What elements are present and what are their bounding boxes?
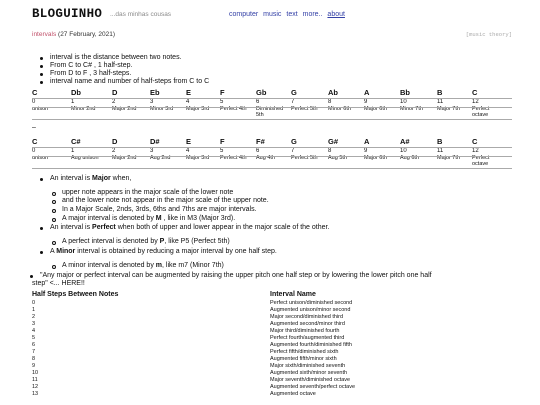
note-cell: Gb [256,88,267,97]
halfstep-cell: 4 [186,148,190,154]
table-cell-interval-name: Augmented second/minor third [270,321,345,327]
halfstep-cell: 11 [437,148,444,154]
note-cell: D# [150,137,160,146]
sub-list-item: upper note appears in the major scale of the lower note [62,189,234,196]
nav-link-more[interactable]: more.. [302,10,323,18]
table-cell-interval-name: Augmented seventh/perfect octave [270,384,355,390]
table-cell-halfsteps: 2 [32,314,36,320]
table-cell-interval-name: Perfect fifth/diminished sixth [270,349,339,355]
site-header [32,7,512,21]
halfstep-cell: 0 [32,99,36,105]
table-cell-interval-name: Augmented octave [270,391,316,397]
table-cell-halfsteps: 1 [32,307,36,313]
interval-cell: Major 6th [364,155,387,161]
interval-cell: Aug 5th [328,155,347,161]
interval-cell: Minor 6th [328,106,351,112]
halfstep-cell: 10 [400,99,407,105]
interval-cell: Major 7th [437,155,460,161]
text: , like m7 (Minor 7th) [162,262,224,269]
note-cell: D [112,137,118,146]
sub-list-item: A major interval is denoted by M , like in M3 (Major 3rd). [62,215,236,222]
interval-cell: Major 3rd [186,155,210,161]
sub-list-item [62,262,224,270]
list-item: From D to F , 3 half-steps. [50,70,132,77]
text: A [50,248,57,255]
note-cell: C [32,88,38,97]
note-cell: E [186,88,192,97]
interval-cell: Minor 7th [400,106,423,112]
table-cell-halfsteps: 5 [32,335,36,341]
nav-link-music[interactable]: music [263,10,282,18]
note-cell: G [291,88,297,97]
table-cell-halfsteps: 3 [32,321,36,327]
interval-cell: Minor 3rd [150,106,174,112]
interval-cell: Major 7th [437,106,460,112]
note-cell: D [112,88,118,97]
text: An interval is [50,224,93,231]
nav-link-about[interactable]: about [327,10,345,18]
interval-cell: Aug 4th [256,155,275,161]
text: An interval is [50,175,93,182]
table-cell-interval-name: Augmented fourth/diminished fifth [270,342,352,348]
halfstep-cell: 4 [186,99,190,105]
divider [32,119,512,120]
list-item: From C to C# , 1 half-step. [50,62,133,69]
note-cell: Eb [150,88,160,97]
table-cell-halfsteps: 10 [32,370,39,376]
halfstep-cell: 11 [437,99,444,105]
interval-cell: unison [32,106,49,112]
site-logo[interactable]: BLOGUINHO [32,7,103,21]
table-cell-interval-name: Major third/diminished fourth [270,328,340,334]
note-cell: A [364,88,370,97]
text: when, [110,175,132,182]
symbol-m: m [155,262,163,269]
top-nav [229,11,348,18]
note-cell: Bb [400,88,410,97]
halfstep-cell: 9 [364,148,368,154]
halfstep-cell: 5 [220,148,224,154]
halfstep-cell: 10 [400,148,407,154]
text: A minor interval is denoted by [62,262,156,269]
halfstep-cell: 12 [472,99,479,105]
halfstep-cell: 3 [150,148,154,154]
interval-cell: unison [32,155,49,161]
divider [32,168,512,169]
separator-dash: – [32,124,36,131]
halfstep-cell: 8 [328,99,332,105]
halfstep-cell: 2 [112,148,116,154]
interval-cell: Major 6th [364,106,387,112]
halfstep-cell: 0 [32,148,36,154]
table-cell-interval-name: Major seventh/diminished octave [270,377,351,383]
nav-link-computer[interactable]: computer [229,10,259,18]
note-cell: B [437,137,443,146]
table-cell-halfsteps: 8 [32,356,36,362]
note-cell: A# [400,137,410,146]
list-item: interval name and number of half-steps from C to C [50,78,210,85]
post-date: (27 February, 2021) [58,31,115,38]
table-cell-halfsteps: 11 [32,377,38,383]
text: , like P5 (Perfect 5th) [164,238,230,245]
term-minor: Minor [56,248,76,255]
note-cell: B [437,88,443,97]
sub-list-item: In a Major Scale, 2nds, 3rds, 6ths and 7ths are major intervals. [62,206,257,213]
text: when both of upper and lower appear in the major scale of the other. [115,224,330,231]
note-cell: E [186,137,192,146]
interval-name-column-header: Interval Name [270,291,316,298]
interval-cell: Major 2nd [112,106,137,112]
interval-cell: Aug 2nd [150,155,171,161]
divider [32,147,512,148]
table-cell-interval-name: Perfect fourth/augmented third [270,335,345,341]
note-cell: C [472,137,478,146]
halfstep-cell: 9 [364,99,368,105]
table-cell-interval-name: Augmented sixth/minor seventh [270,370,348,376]
table-cell-halfsteps: 6 [32,342,36,348]
sub-list-item: and the lower note not appear in the major scale of the upper note. [62,197,269,204]
table-cell-halfsteps: 7 [32,349,36,355]
table-cell-interval-name: Major second/diminished third [270,314,344,320]
note-cell: Ab [328,88,338,97]
table-cell-interval-name: Major sixth/diminished seventh [270,363,346,369]
note-cell: G# [328,137,339,146]
halfstep-cell: 12 [472,148,479,154]
interval-cell: Aug unison [71,155,99,161]
table-cell-halfsteps: 4 [32,328,36,334]
interval-cell: Minor 2nd [71,106,96,112]
list-item: interval is the distance between two notes. [50,54,182,61]
table-cell-halfsteps: 0 [32,300,36,306]
table-cell-halfsteps: 9 [32,363,36,369]
divider [32,98,512,99]
note-cell: A [364,137,370,146]
post-tag[interactable]: intervals [32,31,57,38]
interval-cell: Perfect octave [472,155,490,167]
table-cell-halfsteps: 13 [32,391,39,397]
note-cell: C# [71,137,81,146]
sub-list-item [62,238,230,246]
table-cell-interval-name: Augmented fifth/minor sixth [270,356,337,362]
halfstep-cell: 1 [71,148,75,154]
list-item-minor [50,248,277,256]
post-meta [32,31,512,38]
term-major: Major [92,175,111,182]
halfstep-cell: 1 [71,99,75,105]
divider [32,107,512,108]
interval-cell: Perfect octave [472,106,490,118]
list-item-major [50,175,131,183]
list-item-perfect [50,224,329,232]
table-cell-interval-name: Augmented unison/minor second [270,307,351,313]
interval-cell: Aug 6th [400,155,419,161]
halfsteps-column-header: Half Steps Between Notes [32,291,119,298]
note-cell: F [220,137,225,146]
interval-cell: Perfect 5th [291,106,318,112]
halfstep-cell: 6 [256,99,260,105]
halfstep-cell: 6 [256,148,260,154]
table-cell-halfsteps: 12 [32,384,39,390]
note-cell: C [472,88,478,97]
note-cell: C [32,137,38,146]
interval-cell: Major 3rd [186,106,210,112]
note-cell: G [291,137,297,146]
text: A perfect interval is denoted by [62,238,160,245]
note-cell: Db [71,88,81,97]
symbol-p: P [159,238,165,245]
halfstep-cell: 3 [150,99,154,105]
term-perfect: Perfect [92,224,116,231]
text: interval is obtained by reducing a major interval by one half step. [75,248,277,255]
halfstep-cell: 2 [112,99,116,105]
table-cell-interval-name: Perfect unison/diminished second [270,300,353,306]
halfstep-cell: 5 [220,99,224,105]
interval-cell: Perfect 4th [220,155,247,161]
nav-link-text[interactable]: text [286,10,298,18]
interval-cell: Major 2nd [112,155,137,161]
note-cell: F [220,88,225,97]
post-category: [music theory] [465,31,512,38]
divider [32,156,512,157]
halfstep-cell: 7 [291,99,295,105]
quote-continuation: step" <... HERE!! [32,280,85,287]
interval-cell: Perfect 5th [291,155,318,161]
interval-cell: Perfect 4th [220,106,247,112]
list-item-quote: "Any major or perfect interval can be augmented by raising the upper pitch one half step or by lowering the lower pitch one half [40,272,432,279]
site-tagline: ...das minhas cousas [110,11,172,18]
note-cell: F# [256,137,265,146]
halfstep-cell: 7 [291,148,295,154]
interval-cell: Diminished 5th [256,106,284,118]
halfstep-cell: 8 [328,148,332,154]
